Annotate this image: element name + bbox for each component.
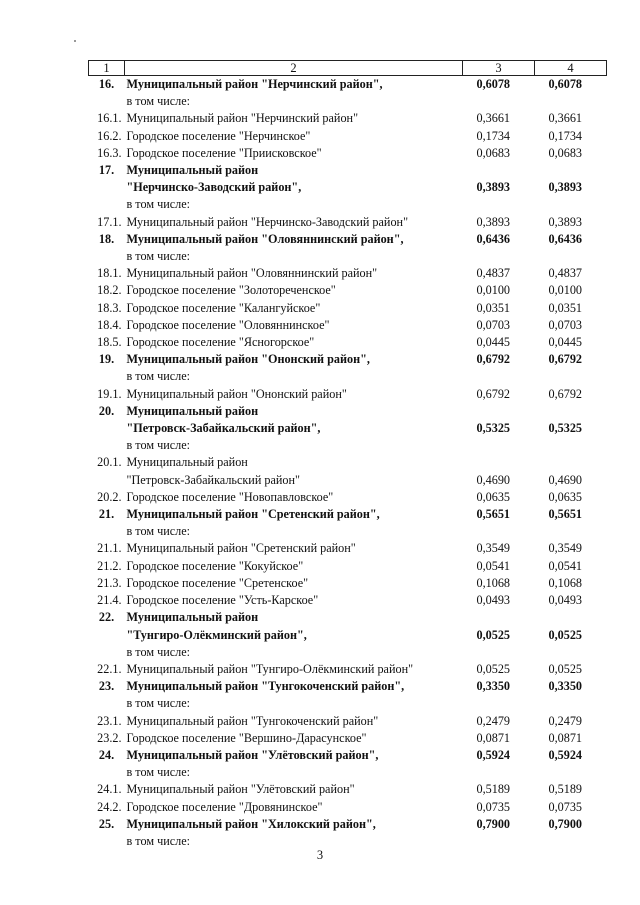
value-spacer <box>549 454 607 471</box>
value-text: 0,5325 <box>476 421 511 436</box>
row-name <box>125 558 463 575</box>
row-name-line: Муниципальный район <box>126 403 259 418</box>
row-name-line: в том числе: <box>126 438 191 453</box>
row-name <box>125 506 463 540</box>
allocation-table <box>88 60 607 850</box>
table-header-row <box>89 61 607 76</box>
row-number: 16.1. <box>97 111 122 126</box>
value-col-3 <box>463 747 535 781</box>
table-row-district <box>89 506 607 540</box>
row-number: 18.1. <box>97 266 122 281</box>
row-name-line: "Нерчинско-Заводский район", <box>126 180 302 195</box>
row-name <box>125 110 463 127</box>
value-text: 0,5189 <box>548 782 583 797</box>
value-text: 0,3350 <box>548 679 583 694</box>
value-col-4 <box>535 231 607 265</box>
row-name-line: Муниципальный район "Тунгокоченский район" <box>126 713 379 728</box>
row-name-line: "Петровск-Забайкальский район", <box>126 421 321 436</box>
row-name-line: Муниципальный район "Ононский район" <box>126 386 347 401</box>
value-col-4 <box>535 730 607 747</box>
value-text: 0,5651 <box>476 507 511 522</box>
table-row-settlement <box>89 128 607 145</box>
row-name <box>125 781 463 798</box>
table-row-settlement <box>89 575 607 592</box>
value-text: 0,6792 <box>476 352 511 367</box>
value-col-4 <box>535 799 607 816</box>
value-text: 0,3661 <box>548 111 583 126</box>
row-name <box>125 76 463 111</box>
value-text: 0,0525 <box>548 627 583 642</box>
row-name-line: Городское поселение "Кокуйское" <box>126 558 304 573</box>
value-text: 0,4690 <box>476 472 511 487</box>
table-row-district <box>89 609 607 661</box>
table-row-settlement <box>89 386 607 403</box>
value-text: 0,0703 <box>548 317 583 332</box>
row-name-line: Муниципальный район <box>126 610 259 625</box>
row-name <box>125 799 463 816</box>
value-col-3 <box>463 76 535 111</box>
table-row-settlement <box>89 110 607 127</box>
value-col-3 <box>463 575 535 592</box>
table-row-district <box>89 351 607 385</box>
value-spacer <box>549 609 607 626</box>
row-name-line: в том числе: <box>126 765 191 780</box>
table-row-district <box>89 816 607 850</box>
row-number: 23.2. <box>97 730 122 745</box>
table-row-settlement <box>89 799 607 816</box>
value-col-3 <box>463 713 535 730</box>
row-name-line: Муниципальный район "Оловяннинский район" <box>126 266 378 281</box>
row-name-line: Городское поселение "Приисковское" <box>126 145 322 160</box>
row-name <box>125 713 463 730</box>
value-text: 0,0525 <box>476 661 511 676</box>
row-name <box>125 575 463 592</box>
row-name-line: Городское поселение "Новопавловское" <box>126 489 334 504</box>
value-col-4 <box>535 454 607 488</box>
value-text: 0,0541 <box>548 558 583 573</box>
value-col-4 <box>535 489 607 506</box>
value-col-3 <box>463 110 535 127</box>
row-number: 25. <box>98 816 115 831</box>
table-row-settlement <box>89 558 607 575</box>
table-row-settlement <box>89 145 607 162</box>
value-text: 0,5924 <box>476 747 511 762</box>
row-name-line: Муниципальный район "Сретенский район", <box>126 507 380 522</box>
table-row-settlement <box>89 282 607 299</box>
value-col-3 <box>463 678 535 712</box>
row-number: 24. <box>98 747 115 762</box>
row-name <box>125 454 463 488</box>
value-col-4 <box>535 110 607 127</box>
table-row-settlement <box>89 265 607 282</box>
value-spacer <box>477 162 535 179</box>
value-col-4 <box>535 386 607 403</box>
value-text: 0,0703 <box>476 317 511 332</box>
value-col-3 <box>463 592 535 609</box>
value-col-3 <box>463 265 535 282</box>
value-col-3 <box>463 506 535 540</box>
value-col-4 <box>535 747 607 781</box>
table-row-settlement <box>89 713 607 730</box>
value-col-4 <box>535 592 607 609</box>
value-col-3 <box>463 609 535 661</box>
row-name <box>125 592 463 609</box>
row-number: 24.2. <box>97 799 122 814</box>
row-name-line: Городское поселение "Дровянинское" <box>126 799 323 814</box>
value-text: 0,3893 <box>548 214 583 229</box>
value-text: 0,2479 <box>476 713 511 728</box>
value-col-3 <box>463 145 535 162</box>
value-spacer <box>549 403 607 420</box>
value-text: 0,7900 <box>476 816 511 831</box>
table-row-settlement <box>89 592 607 609</box>
value-text: 0,0871 <box>476 730 511 745</box>
table-row-settlement <box>89 214 607 231</box>
table-row-district <box>89 403 607 455</box>
value-col-3 <box>463 730 535 747</box>
row-number: 18.4. <box>97 317 122 332</box>
value-text: 0,0100 <box>548 283 583 298</box>
value-col-3 <box>463 317 535 334</box>
value-text: 0,0100 <box>476 283 511 298</box>
table-row-district <box>89 231 607 265</box>
row-name <box>125 317 463 334</box>
row-name-line: Муниципальный район "Тунгокоченский район", <box>126 679 405 694</box>
value-text: 0,5189 <box>476 782 511 797</box>
value-text: 0,6078 <box>548 77 583 91</box>
value-text: 0,3893 <box>548 180 583 195</box>
value-text: 0,5924 <box>548 747 583 762</box>
value-text: 0,3893 <box>476 214 511 229</box>
value-col-3 <box>463 300 535 317</box>
row-name-line: Муниципальный район "Тунгиро-Олёкминский район" <box>126 661 414 676</box>
value-col-4 <box>535 816 607 850</box>
value-text: 0,1068 <box>548 575 583 590</box>
table-row-settlement <box>89 661 607 678</box>
value-text: 0,0683 <box>548 145 583 160</box>
row-name <box>125 747 463 781</box>
table-row-settlement <box>89 730 607 747</box>
table-row-district <box>89 162 607 214</box>
row-name-line: в том числе: <box>126 369 191 384</box>
value-col-4 <box>535 265 607 282</box>
value-text: 0,0445 <box>476 335 511 350</box>
row-name <box>125 145 463 162</box>
value-text: 0,1734 <box>476 128 511 143</box>
row-name-line: в том числе: <box>126 524 191 539</box>
row-name-line: Муниципальный район "Ононский район", <box>126 352 370 367</box>
value-text: 0,0541 <box>476 558 511 573</box>
value-col-4 <box>535 403 607 455</box>
value-text: 0,3350 <box>476 679 511 694</box>
value-col-4 <box>535 300 607 317</box>
value-col-4 <box>535 282 607 299</box>
value-col-3 <box>463 489 535 506</box>
value-col-3 <box>463 661 535 678</box>
value-text: 0,3661 <box>476 111 511 126</box>
table-row-district <box>89 747 607 781</box>
value-text: 0,0683 <box>476 145 511 160</box>
row-name-line: Муниципальный район "Оловяннинский район", <box>126 231 404 246</box>
value-col-4 <box>535 678 607 712</box>
row-number: 18.5. <box>97 335 122 350</box>
value-col-4 <box>535 575 607 592</box>
row-name-line: в том числе: <box>126 644 191 659</box>
row-number: 16. <box>98 77 115 91</box>
row-number: 16.3. <box>97 145 122 160</box>
value-text: 0,0445 <box>548 335 583 350</box>
value-col-3 <box>463 231 535 265</box>
row-number: 19.1. <box>97 386 122 401</box>
value-text: 0,0525 <box>548 661 583 676</box>
row-name-line: Городское поселение "Золотореченское" <box>126 283 336 298</box>
value-text: 0,2479 <box>548 713 583 728</box>
header-col-3: 3 <box>463 61 535 76</box>
row-name-line: Городское поселение "Ясногорское" <box>126 335 315 350</box>
value-col-3 <box>463 799 535 816</box>
table-row-settlement <box>89 317 607 334</box>
row-name-line: Муниципальный район "Нерчинский район" <box>126 111 359 126</box>
value-col-4 <box>535 540 607 557</box>
value-text: 0,5651 <box>548 507 583 522</box>
value-col-3 <box>463 454 535 488</box>
value-text: 0,3549 <box>476 541 511 556</box>
row-name <box>125 351 463 385</box>
value-spacer <box>549 162 607 179</box>
value-col-3 <box>463 334 535 351</box>
value-spacer <box>477 403 535 420</box>
value-text: 0,6078 <box>476 77 511 91</box>
row-name <box>125 816 463 850</box>
table-row-settlement <box>89 334 607 351</box>
row-number: 21. <box>98 507 115 522</box>
row-name-line: в том числе: <box>126 696 191 711</box>
scan-speck <box>74 40 76 42</box>
row-name <box>125 489 463 506</box>
value-col-4 <box>535 506 607 540</box>
table-row-settlement <box>89 489 607 506</box>
row-number: 21.3. <box>97 575 122 590</box>
value-col-4 <box>535 334 607 351</box>
value-text: 0,0493 <box>476 593 511 608</box>
value-text: 0,0493 <box>548 593 583 608</box>
value-col-3 <box>463 162 535 214</box>
row-number: 17.1. <box>97 214 122 229</box>
row-name <box>125 231 463 265</box>
row-name-line: Городское поселение "Сретенское" <box>126 575 309 590</box>
value-col-3 <box>463 282 535 299</box>
value-col-4 <box>535 317 607 334</box>
value-col-3 <box>463 351 535 385</box>
value-text: 0,0351 <box>476 300 511 315</box>
value-col-4 <box>535 145 607 162</box>
value-col-4 <box>535 609 607 661</box>
row-number: 18.3. <box>97 300 122 315</box>
page-number: 3 <box>316 848 324 862</box>
row-name-line: "Тунгиро-Олёкминский район", <box>126 627 307 642</box>
row-name <box>125 386 463 403</box>
row-number: 21.2. <box>97 558 122 573</box>
row-name <box>125 162 463 214</box>
row-name-line: Муниципальный район "Улётовский район" <box>126 782 355 797</box>
value-col-3 <box>463 403 535 455</box>
row-number: 21.1. <box>97 541 122 556</box>
value-text: 0,4837 <box>548 266 583 281</box>
value-text: 0,1734 <box>548 128 583 143</box>
value-col-3 <box>463 816 535 850</box>
table-row-settlement <box>89 300 607 317</box>
row-name-line: Муниципальный район <box>126 163 259 178</box>
header-col-2: 2 <box>125 61 463 76</box>
value-col-3 <box>463 386 535 403</box>
value-text: 0,5325 <box>548 421 583 436</box>
table-row-district <box>89 76 607 111</box>
row-name <box>125 214 463 231</box>
header-col-1: 1 <box>89 61 125 76</box>
row-number: 18. <box>98 231 115 246</box>
table-row-settlement <box>89 540 607 557</box>
value-text: 0,6436 <box>476 231 511 246</box>
value-spacer <box>477 454 535 471</box>
table-row-district <box>89 678 607 712</box>
table-row-settlement <box>89 781 607 798</box>
table-row-settlement <box>89 454 607 488</box>
value-text: 0,7900 <box>548 816 583 831</box>
value-text: 0,6792 <box>548 352 583 367</box>
row-name-line: Муниципальный район "Сретенский район" <box>126 541 356 556</box>
row-name <box>125 265 463 282</box>
value-text: 0,0635 <box>548 489 583 504</box>
value-text: 0,1068 <box>476 575 511 590</box>
row-name-line: Городское поселение "Калангуйское" <box>126 300 321 315</box>
value-text: 0,0735 <box>548 799 583 814</box>
value-col-4 <box>535 661 607 678</box>
value-col-3 <box>463 214 535 231</box>
row-number: 16.2. <box>97 128 122 143</box>
value-text: 0,3893 <box>476 180 511 195</box>
row-name-line: в том числе: <box>126 94 191 109</box>
value-text: 0,4690 <box>548 472 583 487</box>
row-number: 18.2. <box>97 283 122 298</box>
row-name <box>125 334 463 351</box>
row-number: 22.1. <box>97 661 122 676</box>
value-col-4 <box>535 128 607 145</box>
row-name-line: Городское поселение "Нерчинское" <box>126 128 311 143</box>
row-name <box>125 282 463 299</box>
value-col-3 <box>463 540 535 557</box>
header-col-4: 4 <box>535 61 607 76</box>
value-text: 0,0635 <box>476 489 511 504</box>
row-name-line: Городское поселение "Усть-Карское" <box>126 593 319 608</box>
value-col-4 <box>535 351 607 385</box>
row-name-line: "Петровск-Забайкальский район" <box>126 472 300 487</box>
value-spacer <box>477 609 535 626</box>
value-text: 0,4837 <box>476 266 511 281</box>
row-name-line: в том числе: <box>126 197 191 212</box>
value-text: 0,6436 <box>548 231 583 246</box>
row-number: 20.2. <box>97 489 122 504</box>
value-col-4 <box>535 214 607 231</box>
value-col-3 <box>463 128 535 145</box>
value-text: 0,6792 <box>476 386 511 401</box>
row-name-line: Муниципальный район <box>126 455 248 470</box>
value-col-4 <box>535 713 607 730</box>
row-number: 20.1. <box>97 455 122 470</box>
value-text: 0,0351 <box>548 300 583 315</box>
row-name <box>125 730 463 747</box>
row-name <box>125 300 463 317</box>
row-number: 24.1. <box>97 782 122 797</box>
row-name-line: Муниципальный район "Нерчинско-Заводский район" <box>126 214 409 229</box>
row-name <box>125 678 463 712</box>
row-name <box>125 540 463 557</box>
row-name-line: Муниципальный район "Улётовский район", <box>126 747 379 762</box>
value-text: 0,6792 <box>548 386 583 401</box>
row-name-line: в том числе: <box>126 249 191 264</box>
row-name-line: Городское поселение "Оловяннинское" <box>126 317 330 332</box>
value-col-4 <box>535 558 607 575</box>
row-name <box>125 403 463 455</box>
value-col-4 <box>535 781 607 798</box>
value-text: 0,3549 <box>548 541 583 556</box>
value-text: 0,0735 <box>476 799 511 814</box>
value-text: 0,0871 <box>548 730 583 745</box>
row-name <box>125 128 463 145</box>
value-col-3 <box>463 558 535 575</box>
value-col-4 <box>535 162 607 214</box>
row-number: 22. <box>98 610 115 625</box>
row-number: 17. <box>98 163 115 178</box>
row-name <box>125 661 463 678</box>
value-col-4 <box>535 76 607 111</box>
value-text: 0,0525 <box>476 627 511 642</box>
row-number: 19. <box>98 352 115 367</box>
row-number: 23.1. <box>97 713 122 728</box>
row-number: 23. <box>98 679 115 694</box>
row-name-line: Муниципальный район "Хилокский район", <box>126 816 376 831</box>
row-number: 20. <box>98 403 115 418</box>
row-name-line: в том числе: <box>126 833 191 848</box>
row-number: 21.4. <box>97 593 122 608</box>
row-name <box>125 609 463 661</box>
value-col-3 <box>463 781 535 798</box>
table-body <box>89 76 607 851</box>
row-name-line: Муниципальный район "Нерчинский район", <box>126 77 383 91</box>
row-name-line: Городское поселение "Вершино-Дарасунское" <box>126 730 367 745</box>
